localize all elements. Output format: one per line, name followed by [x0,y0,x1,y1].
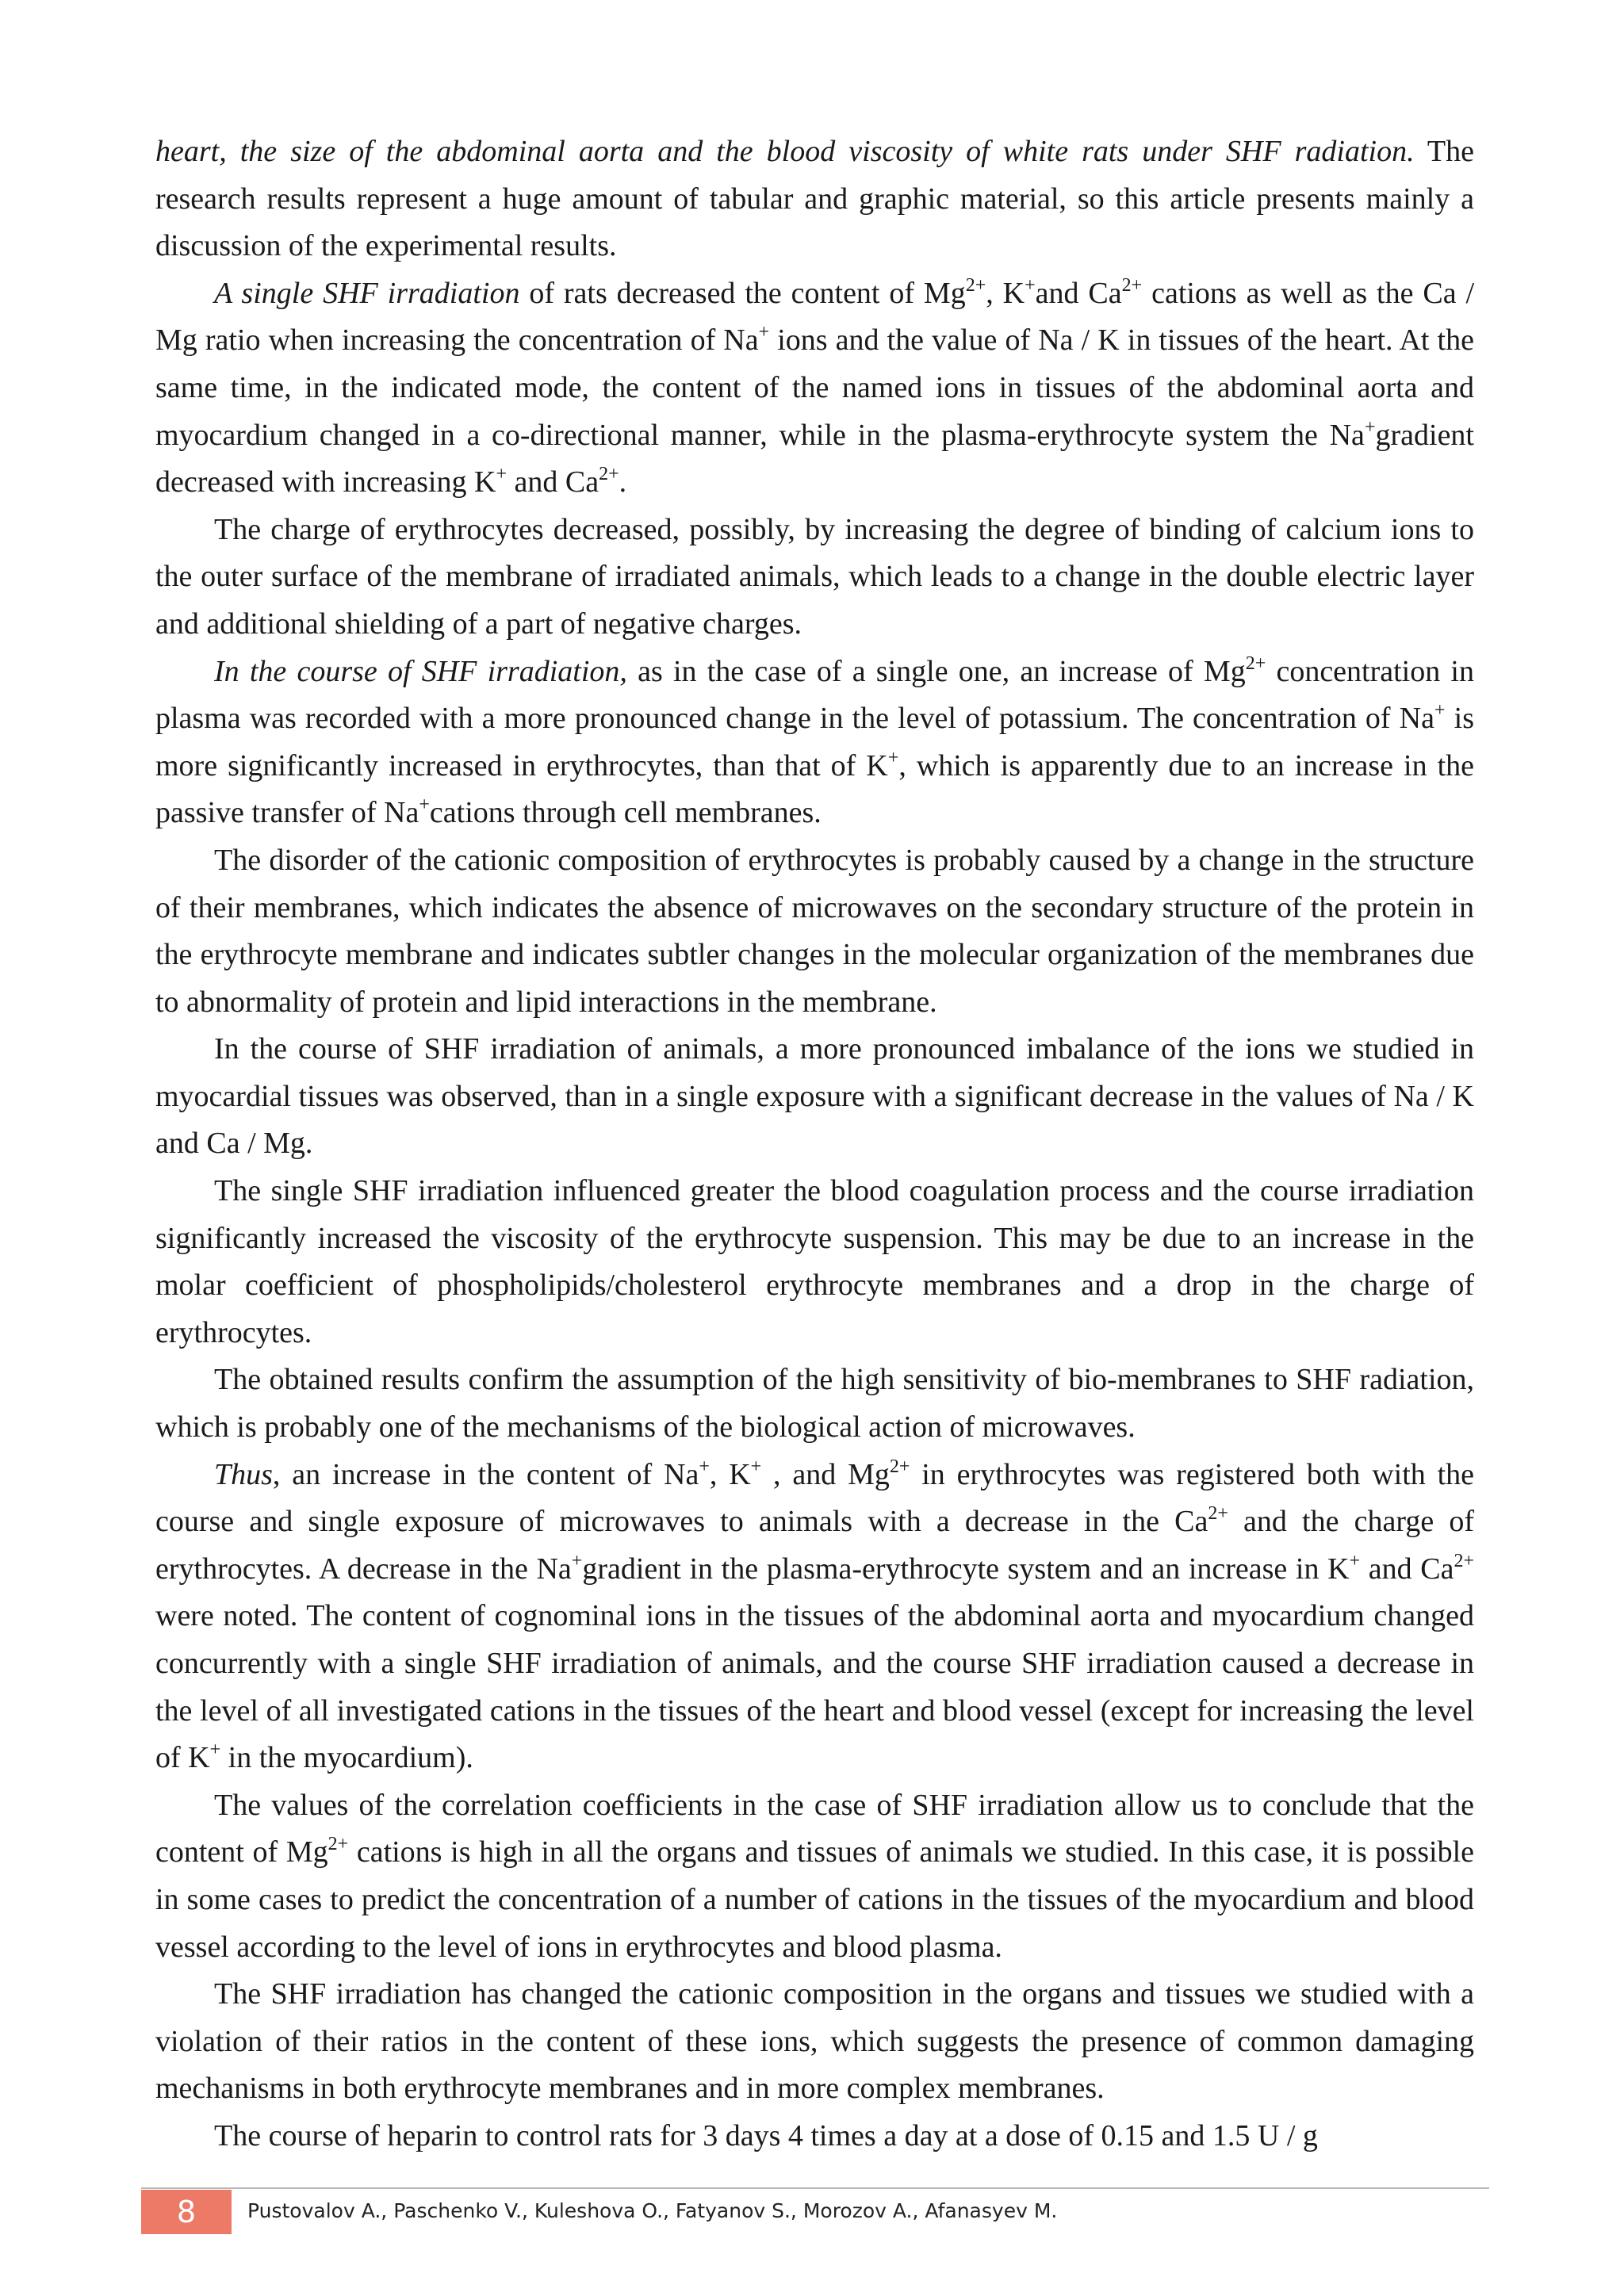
paragraph-8: The obtained results confirm the assumption of the high sensitivity of bio-membranes to SHF radiation, which is probably one of the mechanisms of the biological action of microwaves. [155,1363,1474,1445]
paragraph-11: The SHF irradiation has changed the cationic composition in the organs and tissues we studied with a violation of their ratios in the content of these ions, which suggests the presence of common damaging mechanisms in both erythrocyte membranes and in more complex membranes. [155,1977,1474,2106]
text-run: The values of the correlation coefficients in the case of SHF irradiation allow us to conclude that the content of Mg [155,1788,1474,1869]
superscript: + [750,1456,762,1477]
superscript: 2+ [599,464,619,485]
text-run: cations through cell membranes. [429,796,822,830]
superscript: 2+ [1121,274,1143,296]
text-run: were noted. The content of cognominal ions in the tissues of the abdominal aorta and myocardium changed concurrently with a single SHF irradiation of animals, and the course SHF irradiation caused a decrease in the level of all investigated cations in the tissues of the heart and blood vessel (except for increasing the level of K [155,1599,1474,1775]
paragraph-9 [155,1452,1474,1782]
text-run: of rats decreased the content of Mg [519,276,966,310]
text-run: ions and the value of Na / K in tissues of the heart. At the same time, in the indicated mode, the content of the named ions in tissues of the abdominal aorta and myocardium changed in a co-directional manner, while in the plasma-erythrocyte system the Na [155,323,1474,452]
paragraph-1 [155,128,1474,270]
paragraph-7: The single SHF irradiation influenced greater the blood coagulation process and the course irradiation significantly increased the viscosity of the erythrocyte suspension. This may be due to an increase in the molar coefficient of phospholipids/cholesterol erythrocyte membranes and a drop in the charge of erythrocytes. [155,1174,1474,1349]
superscript: + [571,1550,583,1571]
superscript: 2+ [327,1834,349,1855]
text-run: and Ca [506,465,599,499]
text-run: cations as well as the Ca / Mg ratio when increasing the concentration of Na [155,276,1475,358]
text-run: is more significantly increased in erythrocytes, than that of K [155,702,1474,783]
superscript: + [1364,416,1376,438]
text-run: in the myocardium). [220,1741,473,1775]
emphasis-text: Thus [214,1457,273,1491]
superscript: + [209,1739,221,1761]
superscript: + [1349,1550,1361,1571]
text-run: concentration in plasma was recorded with a more pronounced change in the level of potassium. The concentration of Na [155,654,1474,736]
footer-divider [141,2187,1489,2189]
text-run: gradient decreased with increasing K [155,418,1474,499]
paragraph-5: The disorder of the cationic composition of erythrocytes is probably caused by a change in the structure of their membranes, which indicates the absence of microwaves on the secondary structure of the protein in the erythrocyte membrane and indicates subtler changes in the molecular organization of the membranes due to abnormality of protein and lipid interactions in the membrane. [155,843,1474,1019]
emphasis-text: heart, the size of the abdominal aorta and the blood viscosity of white rats under SHF radiation. [155,135,1415,168]
emphasis-text: A single SHF irradiation [214,276,520,310]
text-run: as in the case of a single one, an increase of Mg [626,654,1246,688]
text-run: gradient in the plasma-erythrocyte system and an increase in K [582,1552,1350,1586]
text-run: The research results represent a huge amount of tabular and graphic material, so this article presents mainly a discussion of the experimental results. [155,135,1474,263]
paragraph-10 [155,1782,1474,1971]
paragraph-12: The course of heparin to control rats for 3 days 4 times a day at a dose of 0.15 and 1.5 U / g [214,2118,1318,2152]
text-run: and the charge of erythrocytes. A decrease in the Na [155,1505,1474,1586]
paragraph-6: In the course of SHF irradiation of animals, a more pronounced imbalance of the ions we studied in myocardial tissues was observed, than in a single exposure with a significant decrease in the values of Na / K and Ca / Mg. [155,1032,1474,1161]
superscript: + [758,322,770,343]
footer-authors: Pustovalov A., Paschenko V., Kuleshova O., Fatyanov S., Morozov A., Afanasyev M. [247,2199,1058,2222]
emphasis-text: In the course of SHF irradiation, [214,654,627,688]
superscript: 2+ [1208,1503,1228,1525]
superscript: 2+ [1245,652,1266,674]
superscript: + [1025,274,1036,296]
superscript: + [1434,700,1446,721]
paragraph-3: The charge of erythrocytes decreased, possibly, by increasing the degree of binding of calcium ions to the outer surface of the membrane of irradiated animals, which leads to a change in the double electric layer and additional shielding of a part of negative charges. [155,512,1474,641]
text-run: . [619,465,627,499]
superscript: 2+ [1454,1550,1474,1571]
body-text [155,128,1474,2160]
page-number: 8 [141,2190,232,2234]
text-run: and Ca [1035,276,1122,310]
text-run: in erythrocytes was registered both with the course and single exposure of microwaves to animals with a decrease in the Ca [155,1457,1475,1539]
text-run: , K [986,276,1025,310]
paragraph-2 [155,270,1474,507]
superscript: + [496,464,507,485]
superscript: 2+ [889,1456,910,1477]
superscript: 2+ [965,274,986,296]
superscript: + [887,747,899,768]
text-run: , which is apparently due to an increase in the passive transfer of Na [155,748,1474,830]
text-run: , an increase in the content of Na [272,1457,699,1491]
text-run: , and Mg [761,1457,890,1491]
superscript: + [699,1456,710,1477]
text-run: cations is high in all the organs and tissues of animals we studied. In this case, it is possible in some cases to predict the concentration of a number of cations in the tissues of the myocardium and blood vessel according to the level of ions in erythrocytes and blood plasma. [155,1835,1474,1964]
text-run: and Ca [1360,1552,1454,1586]
superscript: + [419,794,430,816]
paragraph-4 [155,649,1474,837]
text-run: , K [709,1457,751,1491]
